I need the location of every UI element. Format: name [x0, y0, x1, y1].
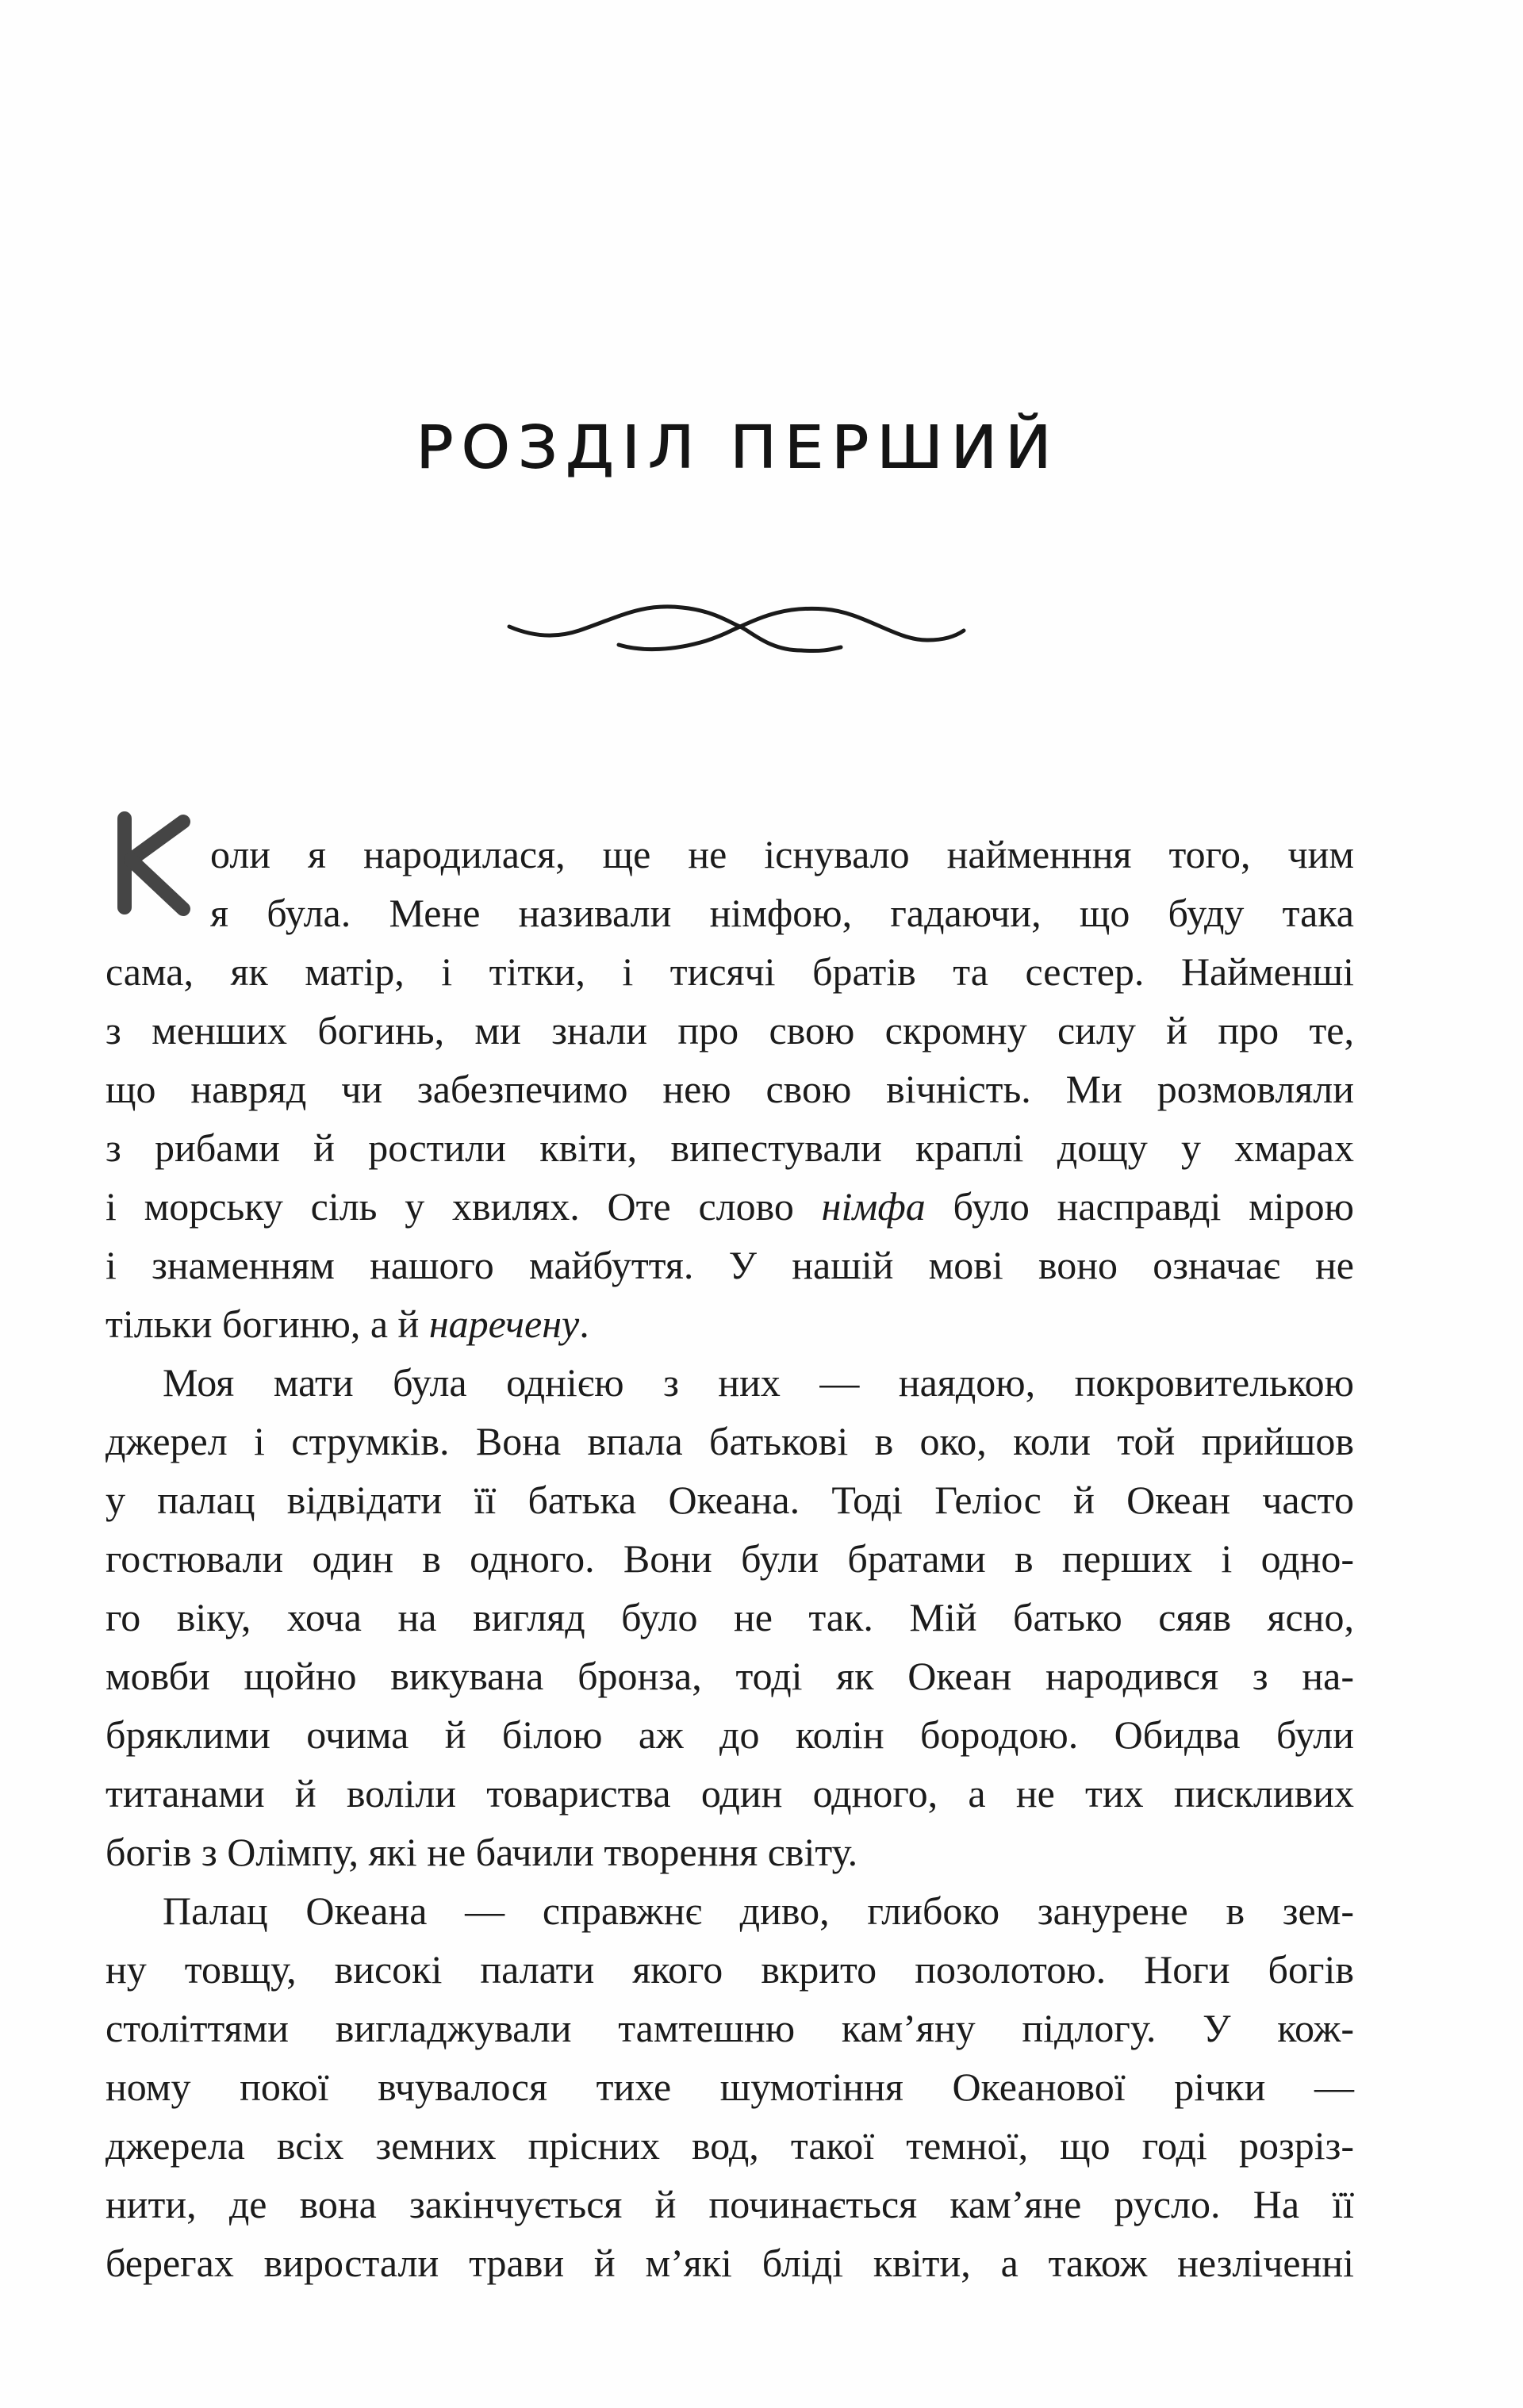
text-line: ну товщу, високі палати якого вкрито позолотою. Ноги богів — [105, 1947, 1354, 1992]
chapter-title: РОЗДІЛ ПЕРШИЙ — [416, 414, 1060, 482]
text-line — [105, 1294, 1354, 1353]
text-line: ному покої вчувалося тихе шумотіння Океанової річки — — [105, 2065, 1354, 2109]
text-line: гостювали один в одного. Вони були братами в перших і одно- — [105, 1536, 1354, 1581]
text-line — [105, 1177, 1354, 1236]
wave-flourish-ornament-icon — [500, 595, 976, 666]
text-run: і морську сіль у хвилях. Оте слово — [105, 1184, 822, 1229]
text-line: і знаменням нашого майбуття. У нашій мові воно означає не — [105, 1243, 1354, 1287]
text-line: нити, де вона закінчується й починається кам’яне русло. На її — [105, 2182, 1354, 2226]
text-line: Палац Океана — справжнє диво, глибоко занурене в зем- — [163, 1888, 1354, 1933]
text-run: було насправді мірою — [925, 1184, 1355, 1229]
text-line: Моя мати була однією з них — наядою, покровителькою — [163, 1360, 1354, 1405]
text-line: з менших богинь, ми знали про свою скромну силу й про те, — [105, 1008, 1354, 1053]
italic-word: німфа — [821, 1184, 926, 1229]
text-run: . — [579, 1302, 589, 1346]
text-line: богів з Олімпу, які не бачили творення світу. — [105, 1830, 858, 1874]
text-line: у палац відвідати її батька Океана. Тоді Геліос й Океан часто — [105, 1478, 1354, 1522]
text-line: бряклими очима й білою аж до колін бородою. Обидва були — [105, 1712, 1354, 1757]
text-line: го віку, хоча на вигляд було не так. Мій батько сяяв ясно, — [105, 1595, 1354, 1639]
text-line: сама, як матір, і тітки, і тисячі братів та сестер. Найменші — [105, 949, 1354, 994]
text-line: з рибами й ростили квіти, випестували краплі дощу у хмарах — [105, 1125, 1354, 1170]
text-line: мовби щойно викувана бронза, тоді як Океан народився з на- — [105, 1654, 1354, 1698]
text-line: берегах виростали трави й м’які бліді квіти, а також незліченні — [105, 2241, 1354, 2285]
text-line: джерел і струмків. Вона впала батькові в око, коли той прийшов — [105, 1419, 1354, 1463]
text-run: тільки богиню, а й — [105, 1302, 429, 1346]
italic-word: наречену — [428, 1302, 580, 1346]
text-line: джерела всіх земних прісних вод, такої темної, що годі розріз- — [105, 2123, 1354, 2168]
text-line: титанами й воліли товариства один одного, а не тих пискливих — [105, 1771, 1354, 1816]
drop-cap-letter — [113, 811, 193, 917]
text-line: що навряд чи забезпечимо нею свою вічність. Ми розмовляли — [105, 1067, 1354, 1111]
text-line: оли я народилася, ще не існувало найменння того, чим — [210, 832, 1354, 876]
text-line: я була. Мене називали німфою, гадаючи, що буду така — [210, 891, 1354, 935]
text-line: століттями вигладжували тамтешню кам’яну підлогу. У кож- — [105, 2006, 1354, 2050]
